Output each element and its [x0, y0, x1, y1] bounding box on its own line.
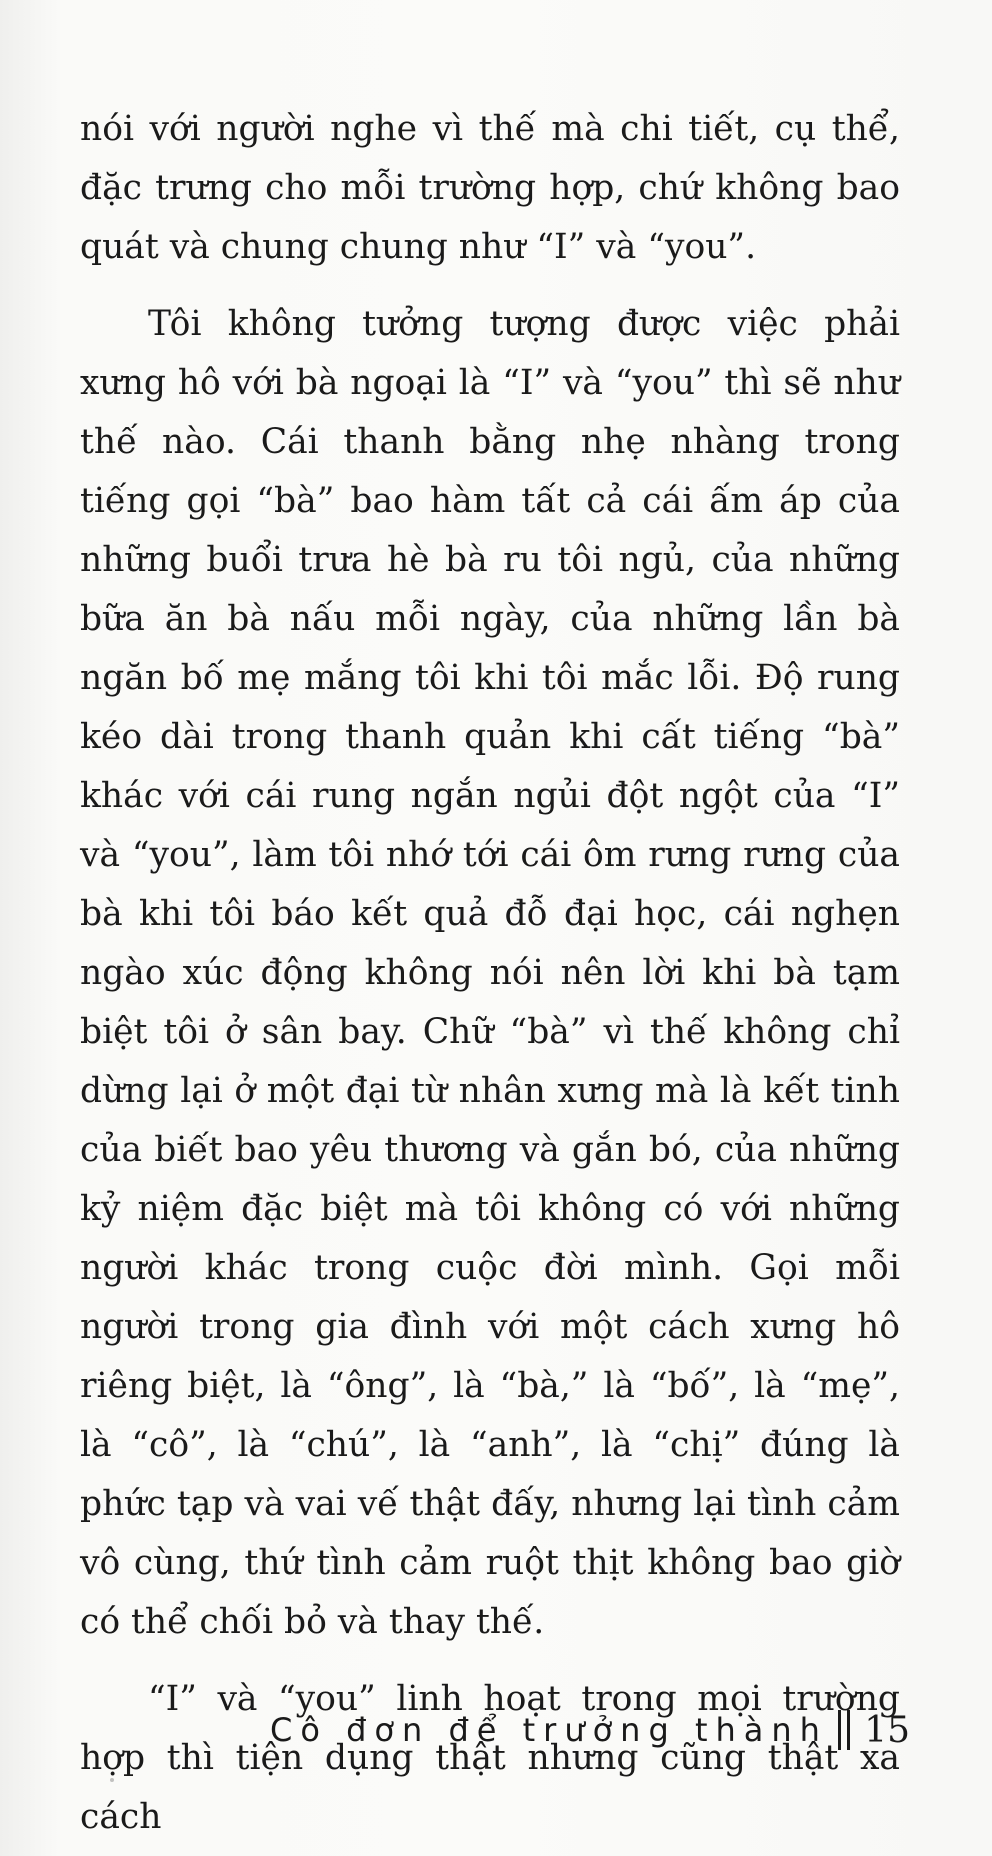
- page-number: 15: [864, 1709, 910, 1751]
- paper-speck: [110, 1778, 114, 1782]
- paragraph-i-and-you: “I” và “you” linh hoạt trong mọi trường hợp thì tiện dụng thật nhưng cũng thật xa cách: [80, 1679, 900, 1837]
- running-title: Cô đơn để trưởng thành: [270, 1711, 828, 1749]
- paragraph-grandmother: Tôi không tưởng tượng được việc phải xưng hô với bà ngoại là “I” và “you” thì sẽ như thế nào. Cái thanh bằng nhẹ nhàng trong tiếng gọi “bà” bao hàm tất cả cái ấm áp của những buổi trưa hè bà ru tôi ngủ, của những bữa ăn bà nấu mỗi ngày, của những lần bà ngăn bố mẹ mắng tôi khi tôi mắc lỗi. Độ rung kéo dài trong thanh quản khi cất tiếng “bà” khác với cái rung ngắn ngủi đột ngột của “I” và “you”, làm tôi nhớ tới cái ôm rưng rưng của bà khi tôi báo kết quả đỗ đại học, cái nghẹn ngào xúc động không nói nên lời khi bà tạm biệt tôi ở sân bay. Chữ “bà” vì thế không chỉ dừng lại ở một đại từ nhân xưng mà là kết tinh của biết bao yêu thương và gắn bó, của những kỷ niệm đặc biệt mà tôi không có với những người khác trong cuộc đời mình. Gọi mỗi người trong gia đình với một cách xưng hô riêng biệt, là “ông”, là “bà,” là “bố”, là “mẹ”, là “cô”, là “chú”, là “anh”, là “chị” đúng là phức tạp và vai vế thật đấy, nhưng lại tình cảm vô cùng, thứ tình cảm ruột thịt không bao giờ có thể chối bỏ và thay thế.: [80, 304, 900, 1642]
- page-body: [80, 100, 900, 1847]
- footer-divider: [838, 1710, 850, 1750]
- paragraph-continuation: nói với người nghe vì thế mà chi tiết, cụ thể, đặc trưng cho mỗi trường hợp, chứ không bao quát và chung chung như “I” và “you”.: [80, 109, 900, 267]
- page-footer: [270, 1700, 910, 1760]
